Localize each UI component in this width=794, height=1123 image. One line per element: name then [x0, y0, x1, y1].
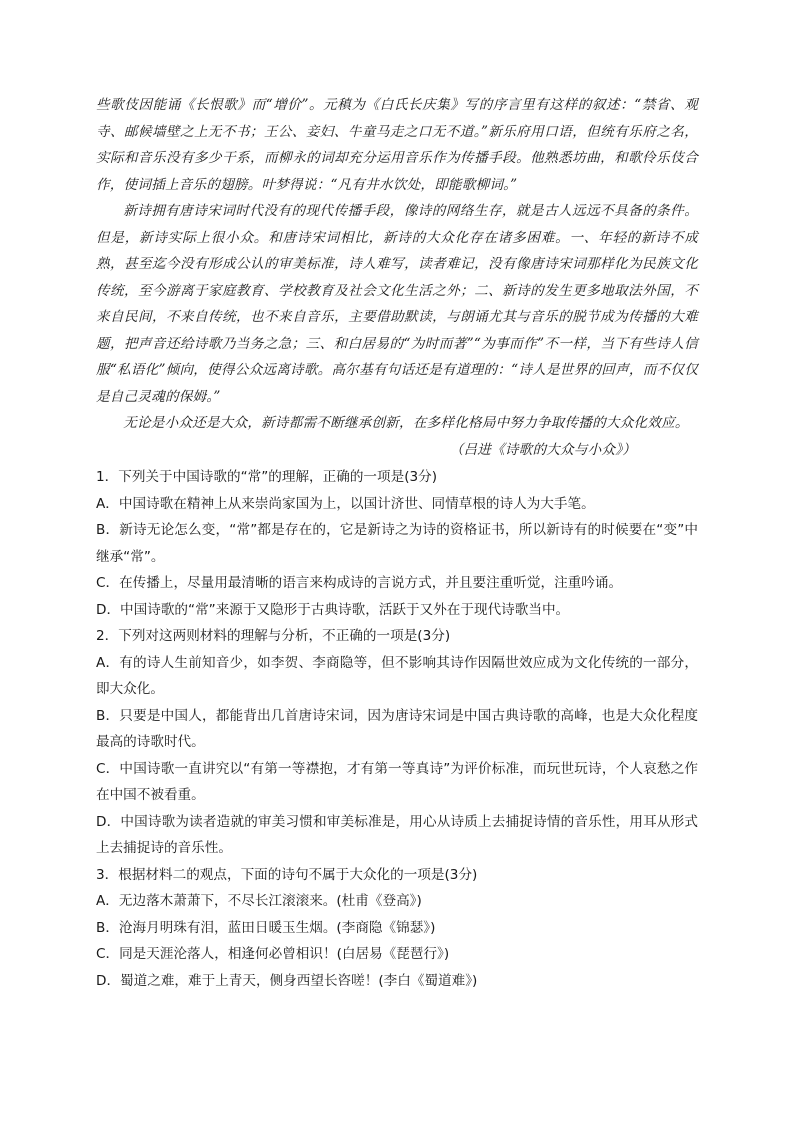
option-b: B．新诗无论怎么变，“常”都是存在的，它是新诗之为诗的资格证书，所以新诗有的时候要在“变”中继承“常”。 [96, 522, 698, 565]
question-list [96, 464, 698, 994]
passage-paragraph-2: 新诗拥有唐诗宋词时代没有的现代传播手段，像诗的网络生存，就是古人远远不具备的条件。但是，新诗实际上很小众。和唐诗宋词相比，新诗的大众化存在诸多困难。一、年轻的新诗不成熟，甚至迄今没有形成公认的审美标准，诗人难写，读者难记，没有像唐诗宋词那样化为民族文化传统，至今游离于家庭教育、学校教育及社会文化生活之外；二、新诗的发生更多地取法外国，不来自民间，不来自传统，也不来自音乐，主要借助默读，与朗诵尤其与音乐的脱节成为传播的大难题，把声音还给诗歌乃当务之急；三、和白居易的“为时而著”“为事而作”不一样，当下有些诗人信服“私语化”倾向，使得公众远离诗歌。高尔基有句话还是有道理的：“诗人是世界的回声，而不仅仅是自己灵魂的保姆。” [96, 203, 698, 405]
question-stem: 3．根据材料二的观点，下面的诗句不属于大众化的一项是(3分) [96, 866, 478, 883]
option-c: C．中国诗歌一直讲究以“有第一等襟抱，才有第一等真诗”为评价标准，而玩世玩诗，个人哀愁之作在中国不被看重。 [96, 760, 698, 803]
option-d: D．中国诗歌为读者造就的审美习惯和审美标准是，用心从诗质上去捕捉诗情的音乐性，用耳从形式上去捕捉诗的音乐性。 [96, 813, 698, 856]
question-2 [96, 623, 698, 862]
reading-passage [96, 92, 698, 463]
question-1 [96, 464, 698, 623]
passage-source: （吕进《诗歌的大众与小众》） [449, 441, 636, 458]
option-c: C．在传播上，尽量用最清晰的语言来构成诗的言说方式，并且要注重听觉，注重吟诵。 [96, 575, 623, 591]
passage-paragraph-3: 无论是小众还是大众，新诗都需不断继承创新，在多样化格局中努力争取传播的大众化效应。 [123, 415, 689, 431]
question-stem: 2．下列对这两则材料的理解与分析，不正确的一项是(3分) [96, 628, 451, 644]
option-a: A．中国诗歌在精神上从来崇尚家国为上，以国计济世、同情草根的诗人为大手笔。 [96, 495, 595, 512]
option-d: D．中国诗歌的“常”来源于又隐形于古典诗歌，活跃于又外在于现代诗歌当中。 [96, 601, 570, 618]
option-b: B．只要是中国人，都能背出几首唐诗宋词，因为唐诗宋词是中国古典诗歌的高峰，也是大众化程度最高的诗歌时代。 [96, 707, 698, 750]
exam-page [96, 92, 698, 994]
question-3 [96, 862, 698, 995]
option-d: D．蜀道之难，难于上青天，侧身西望长咨嗟！(李白《蜀道难》) [96, 972, 478, 989]
option-a: A．有的诗人生前知音少，如李贺、李商隐等，但不影响其诗作因隔世效应成为文化传统的一部分，即大众化。 [96, 654, 698, 697]
option-c: C．同是天涯沦落人，相逢何必曾相识！(白居易《琵琶行》) [96, 946, 450, 962]
question-stem: 1．下列关于中国诗歌的“常”的理解，正确的一项是(3分) [96, 469, 438, 485]
option-b: B．沧海月明珠有泪，蓝田日暖玉生烟。(李商隐《锦瑟》) [96, 919, 436, 936]
option-a: A．无边落木萧萧下，不尽长江滚滚来。(杜甫《登高》) [96, 893, 422, 909]
passage-paragraph-1: 些歌伎因能诵《长恨歌》而“增价”。元稹为《白氏长庆集》写的序言里有这样的叙述：“禁省、观寺、邮候墙壁之上无不书；王公、妾妇、牛童马走之口无不道。”新乐府用口语，但统有乐府之名，实际和音乐没有多少干系，而柳永的词却充分运用音乐作为传播手段。他熟悉坊曲，和歌伶乐伎合作，使词插上音乐的翅膀。叶梦得说：“凡有井水饮处，即能歌柳词。” [96, 97, 698, 193]
